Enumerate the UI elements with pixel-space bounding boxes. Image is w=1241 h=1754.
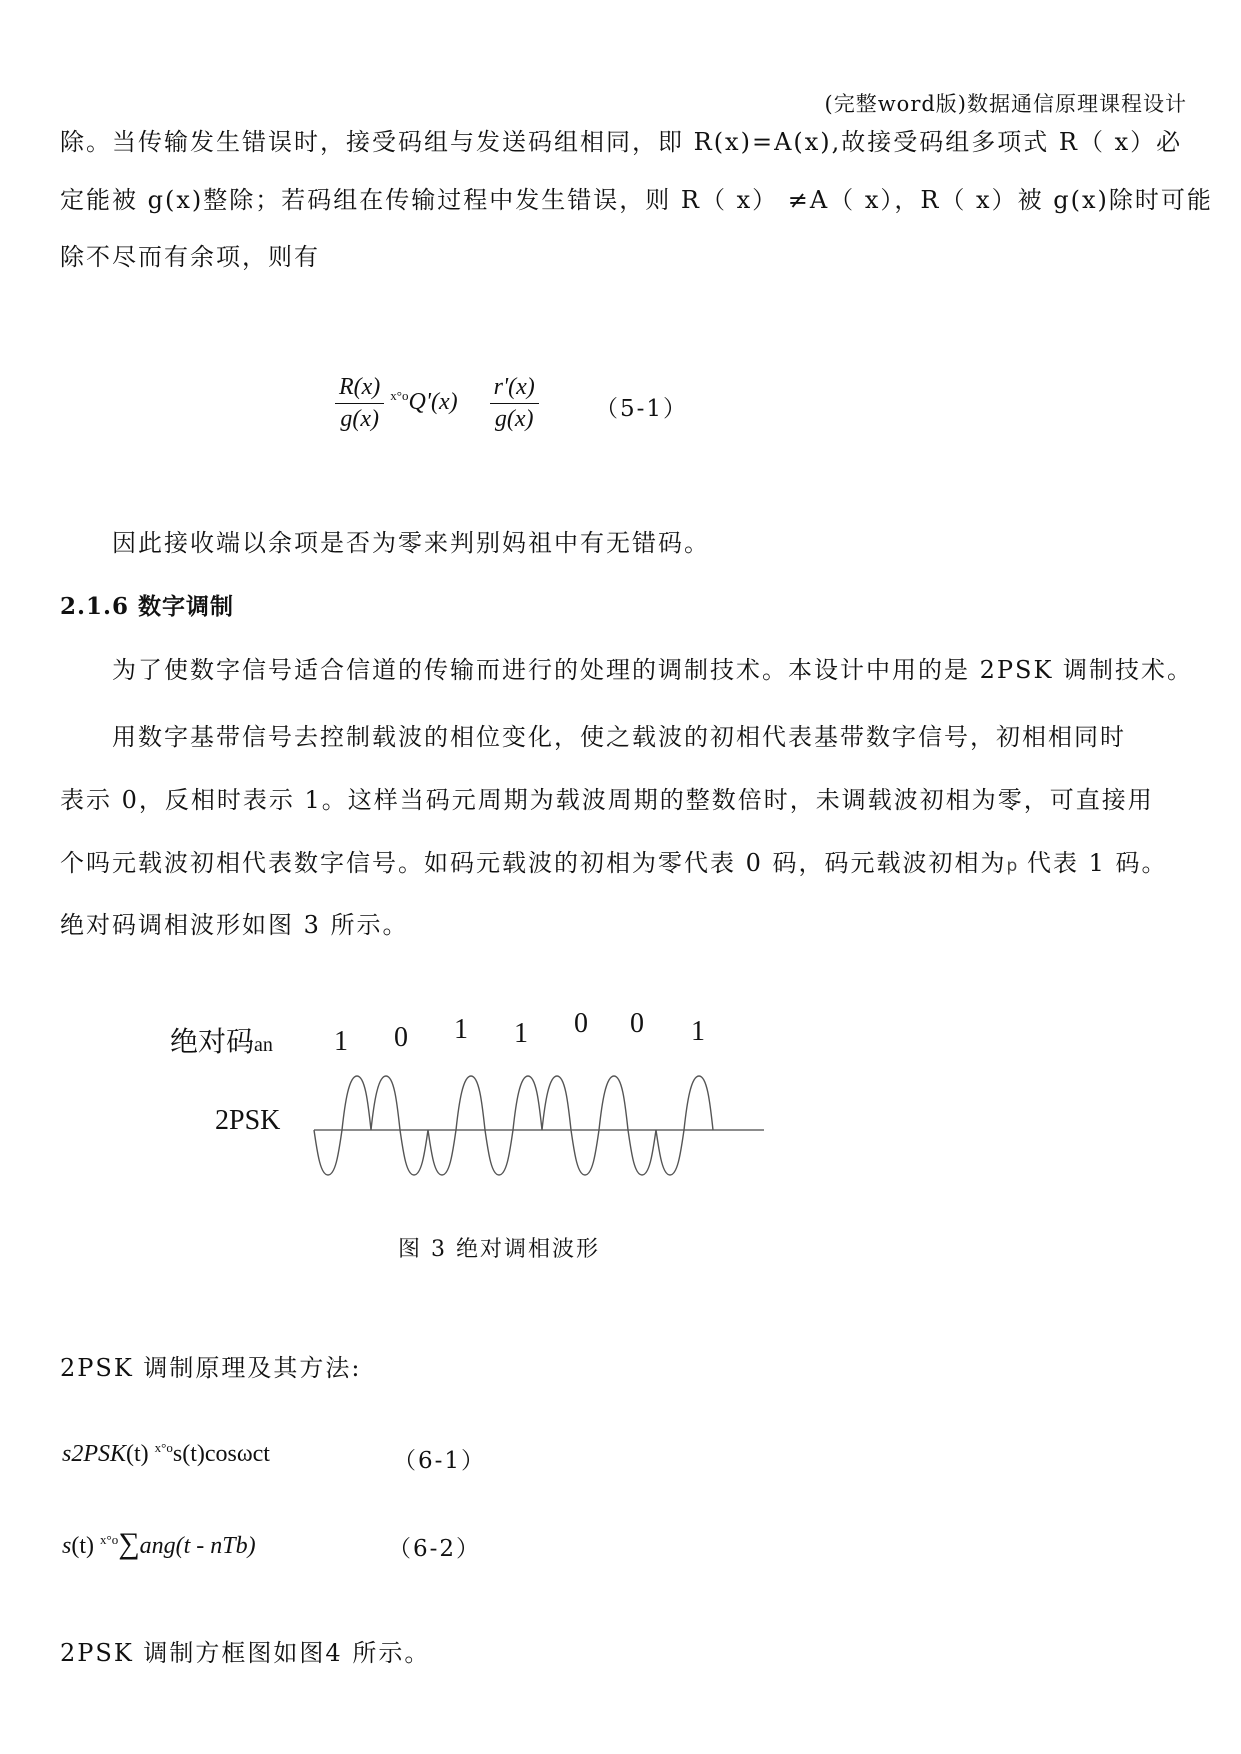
fraction [335, 374, 384, 433]
numerator: R(x) [335, 374, 384, 404]
text-run: 个吗元载波初相代表数字信号。如码元载波的初相为零代表 0 码，码元载波初相为 [60, 849, 1007, 877]
equation-5-1 [335, 374, 539, 433]
bit-label: 1 [691, 1016, 705, 1047]
equation-6-2 [62, 1527, 256, 1561]
summation-symbol: ∑ [118, 1527, 140, 1560]
paragraph-line: 2PSK 调制原理及其方法: [60, 1354, 362, 1382]
eq-rhs: ang(t - nTb) [139, 1533, 256, 1559]
eq-lhs-arg: (t) [126, 1441, 149, 1467]
paragraph-line: 为了使数字信号适合信道的传输而进行的处理的调制技术。本设计中用的是 2PSK 调制技术。 [112, 656, 1194, 684]
numerator: r'(x) [490, 374, 539, 404]
equation-number: （6-1） [393, 1448, 487, 1474]
section-heading: 2.1.6 数字调制 [60, 593, 235, 620]
paragraph-line [60, 843, 1167, 878]
bit-label: 0 [574, 1008, 588, 1039]
paragraph-line: 因此接收端以余项是否为零来判别妈祖中有无错码。 [112, 529, 710, 557]
psk-waveform [300, 1060, 780, 1180]
equation-number: （6-2） [388, 1536, 482, 1562]
bit-label: 1 [334, 1026, 348, 1057]
bit-label: 1 [454, 1014, 468, 1045]
eq-lhs: s2PSK [62, 1441, 127, 1467]
pi-symbol: p [1006, 856, 1018, 876]
paragraph-line: 除。当传输发生错误时，接受码组与发送码组相同，即 R(x)=A(x),故接受码组多项式 R（ x）必 [60, 128, 1183, 156]
denominator: g(x) [494, 406, 534, 432]
equation-number: （5-1） [595, 396, 689, 422]
running-header: (完整word版)数据通信原理课程设计 [824, 92, 1187, 116]
eq-rhs: s(t)cosωct [172, 1441, 270, 1467]
figure-row-label [170, 1020, 273, 1060]
paragraph-line: 表示 0，反相时表示 1。这样当码元周期为载波周期的整数倍时，未调载波初相为零，可直接用 [60, 786, 1154, 814]
quotient: Q'(x) [408, 389, 458, 416]
text-run: 代表 1 码。 [1017, 849, 1168, 877]
figure-caption: 图 3 绝对调相波形 [398, 1237, 600, 1262]
bit-label: 0 [630, 1008, 644, 1039]
paragraph-line: 用数字基带信号去控制载波的相位变化，使之载波的初相代表基带数字信号，初相相同时 [112, 723, 1126, 751]
equation-6-1 [62, 1440, 270, 1468]
label-main: 绝对码 [170, 1027, 255, 1058]
paragraph-line: 除不尽而有余项，则有 [60, 243, 320, 271]
relation-symbol: x°o [100, 1532, 119, 1547]
paragraph-line: 定能被 g(x)整除；若码组在传输过程中发生错误，则 R（ x） ≠A（ x），R（ x）被 g(x)除时可能 [60, 186, 1213, 214]
fraction [490, 374, 539, 433]
denominator: g(x) [340, 406, 379, 432]
paragraph-line: 2PSK 调制方框图如图4 所示。 [60, 1639, 431, 1667]
bit-label: 0 [394, 1022, 408, 1053]
bit-label: 1 [514, 1018, 528, 1049]
wave-label: 2PSK [215, 1105, 281, 1136]
waveform-path [314, 1076, 713, 1175]
paragraph-line: 绝对码调相波形如图 3 所示。 [60, 911, 409, 939]
relation-symbol: x°o [154, 1440, 173, 1455]
relation-symbol: x°o [390, 388, 409, 404]
eq-lhs: s [62, 1533, 72, 1559]
eq-lhs-arg: (t) [71, 1533, 94, 1559]
label-subscript: an [254, 1034, 273, 1056]
